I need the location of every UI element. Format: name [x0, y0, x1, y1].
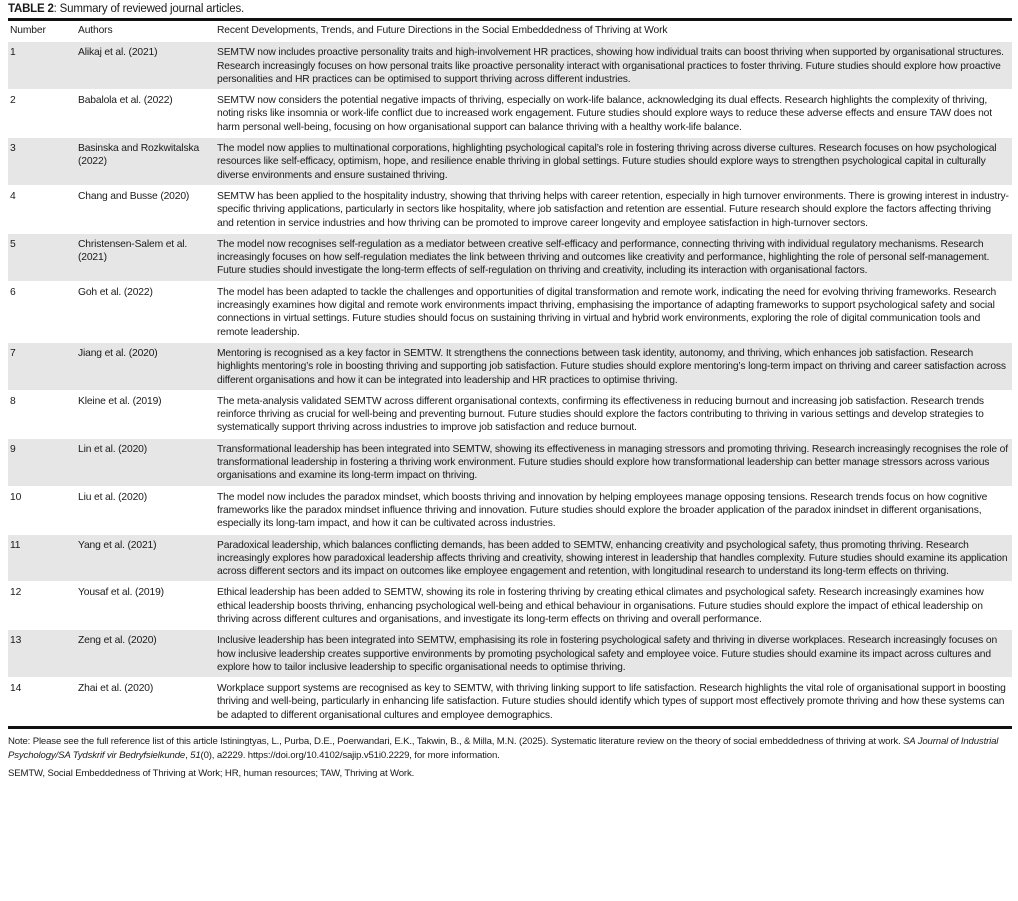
- table-row: [8, 534, 1012, 582]
- row-authors: Goh et al. (2022): [76, 281, 215, 342]
- row-authors: Yousaf et al. (2019): [76, 582, 215, 630]
- table-row: [8, 438, 1012, 486]
- row-description: The model now applies to multinational corporations, highlighting psychological capital’s role in fostering thriving across diverse cultures. Research focuses on how psychological resources like self-efficacy, optimism, hope, and resilience enable thriving in global settings. Future studies should explore ways to strengthen psychological capital in culturally diverse environments and ensure sustained thriving.: [215, 138, 1012, 186]
- note-volume: 51: [190, 750, 201, 762]
- row-authors: Christensen-Salem et al. (2021): [76, 233, 215, 281]
- row-number: 6: [8, 281, 76, 342]
- note-doi: (0), a2229. https://doi.org/10.4102/sajip.v51i0.2229, for more information.: [200, 750, 500, 762]
- table-row: [8, 630, 1012, 678]
- table-caption: [8, 3, 1012, 17]
- row-description: The model now recognises self-regulation as a mediator between creative self-efficacy and performance, connecting thriving with individual regulatory mechanisms. Research increasingly focuses on how self-regulation mediates the link between thriving and outcomes like creativity and performance, highlighting the role of personal self-management. Future studies should investigate the long-term effects of self-regulation on thriving and creativity, including its interaction with organisational factors.: [215, 233, 1012, 281]
- table-row: [8, 233, 1012, 281]
- row-authors: Kleine et al. (2019): [76, 390, 215, 438]
- table-row: [8, 486, 1012, 534]
- table-row: [8, 90, 1012, 138]
- row-number: 8: [8, 390, 76, 438]
- row-description: The model has been adapted to tackle the challenges and opportunities of digital transformation and remote work, indicating the need for evolving thriving frameworks. Research increasingly examines how digital and remote work environments impact thriving, emphasising the importance of adapting frameworks to support psychological safety and social connections in virtual settings. Future studies should focus on sustaining thriving in virtual and hybrid work environments, exploring the role of digital communication tools and remote leadership.: [215, 281, 1012, 342]
- row-authors: Zhai et al. (2020): [76, 678, 215, 725]
- row-authors: Lin et al. (2020): [76, 438, 215, 486]
- row-authors: Babalola et al. (2022): [76, 90, 215, 138]
- row-number: 13: [8, 630, 76, 678]
- row-authors: Liu et al. (2020): [76, 486, 215, 534]
- table-row: [8, 390, 1012, 438]
- row-number: 12: [8, 582, 76, 630]
- table-row: [8, 42, 1012, 90]
- table-row: [8, 281, 1012, 342]
- row-number: 5: [8, 233, 76, 281]
- row-description: The model now includes the paradox mindset, which boosts thriving and innovation by helping employees manage opposing tensions. Research trends focus on how cognitive frameworks like the paradox mindset influence thriving and innovation. Future studies should explore the broader application of the paradox inindset in different organisations, especially its long-tam impact, and how it can be cultivated across industries.: [215, 486, 1012, 534]
- table-row: [8, 678, 1012, 725]
- table-row: [8, 582, 1012, 630]
- row-authors: Jiang et al. (2020): [76, 342, 215, 390]
- table-row: [8, 342, 1012, 390]
- row-description: SEMTW has been applied to the hospitality industry, showing that thriving helps with career retention, especially in high turnover environments. There is growing interest in industry-specific thriving applications, particularly in sectors like hospitality, where job satisfaction and retention are essential. Future research should explore the factors affecting thriving and retention in service industries and how thriving can be promoted to improve career longevity and employee satisfaction in high-turnover sectors.: [215, 185, 1012, 233]
- row-authors: Yang et al. (2021): [76, 534, 215, 582]
- row-number: 11: [8, 534, 76, 582]
- row-number: 14: [8, 678, 76, 725]
- header-row: [8, 21, 1012, 42]
- row-description: Paradoxical leadership, which balances conflicting demands, has been added to SEMTW, enhancing creativity and psychological safety, thus promoting thriving. Research increasingly explores how paradoxical leadership affects thriving and creativity, showing interest in leadership that handles complexity. Future studies should examine its application across different sectors and its impact on outcomes like employee engagement and retention, with longitudinal research to understand its long-term effects on thriving.: [215, 534, 1012, 582]
- summary-table: [8, 21, 1012, 725]
- row-number: 1: [8, 42, 76, 90]
- bottom-rule: [8, 726, 1012, 729]
- table-note: [8, 735, 1012, 763]
- table-label: TABLE 2: [8, 3, 54, 15]
- note-separator: ,: [185, 750, 191, 762]
- abbreviations-note: SEMTW, Social Embeddedness of Thriving at Work; HR, human resources; TAW, Thriving at Work.: [8, 768, 415, 780]
- row-number: 3: [8, 138, 76, 186]
- table-row: [8, 138, 1012, 186]
- row-description: Transformational leadership has been integrated into SEMTW, showing its effectiveness in managing stressors and promoting thriving. Research increasingly recognises the role of transformational leadership in fostering a thriving work environment. Future studies should explore how transformational leadership can better manage stressors across various organisations and examine its long-term impact on thriving.: [215, 438, 1012, 486]
- row-number: 7: [8, 342, 76, 390]
- row-authors: Zeng et al. (2020): [76, 630, 215, 678]
- table-caption-text: : Summary of reviewed journal articles.: [53, 3, 244, 15]
- note-journal: SA Journal of Industrial Psychology/SA Tydskrif vir Bedryfsielkunde: [8, 736, 999, 762]
- row-number: 9: [8, 438, 76, 486]
- header-number: Number: [10, 25, 46, 36]
- row-description: Inclusive leadership has been integrated into SEMTW, emphasising its role in fostering psychological safety and thriving in diverse workplaces. Research increasingly focuses on how inclusive leadership creates supportive environments by promoting psychological safety and employee voice. Future studies should examine its impact across cultures and explore how to tailor inclusive leadership to specific organisational needs to optimise thriving.: [215, 630, 1012, 678]
- row-description: Mentoring is recognised as a key factor in SEMTW. It strengthens the connections between task identity, autonomy, and thriving, which enhances job satisfaction. Research highlights mentoring’s role in boosting thriving and supporting job satisfaction. Future studies should explore mentoring’s long-term impact on thriving and career satisfaction across different organisations and how it can be integrated into leadership and HR practices to optimise thriving.: [215, 342, 1012, 390]
- table-row: [8, 185, 1012, 233]
- row-description: SEMTW now includes proactive personality traits and high-involvement HR practices, showing how individual traits can boost thriving when supported by organisational structures. Research increasingly focuses on how personal traits like proactive personality interact with organisational practices to foster thriving. Future studies should explore how proactive personalities and HR practices can be optimised to support thriving across different industries.: [215, 42, 1012, 90]
- header-description: Recent Developments, Trends, and Future Directions in the Social Embeddedness of Thriving at Work: [217, 25, 668, 36]
- row-description: The meta-analysis validated SEMTW across different organisational contexts, confirming its effectiveness in reducing burnout and increasing job satisfaction. Research trends reinforce thriving as crucial for well-being and preventing burnout. Future studies should explore the factors contributing to thriving in various settings and develop strategies to systematically support thriving across industries to improve job satisfaction and reduce burnout.: [215, 390, 1012, 438]
- row-description: Ethical leadership has been added to SEMTW, showing its role in fostering thriving by creating ethical climates and psychological safety. Research increasingly examines how ethical leadership boosts thriving, enhancing psychological well-being and ethical behaviour in organisations. Future studies should explore the impact of ethical leadership on thriving across different cultures and organisations, and investigate its long-term effects on thriving and overall performance.: [215, 582, 1012, 630]
- row-description: SEMTW now considers the potential negative impacts of thriving, especially on work-life balance, acknowledging its dual effects. Research highlights the complexity of thriving, noting risks like insomnia or work-life conflict due to increased work engagement. Future studies should explore ways to reduce these adverse effects and ensure TAW does not harm personal well-being, focusing on how organisational support can balance thriving with a healthy work-life balance.: [215, 90, 1012, 138]
- row-authors: Basinska and Rozkwitalska (2022): [76, 138, 215, 186]
- row-description: Workplace support systems are recognised as key to SEMTW, with thriving linking support to life satisfaction. Research highlights the vital role of organisational support in boosting thriving and well-being, particularly in enhancing life satisfaction. Future studies should identify which types of support most effectively promote thriving and how these systems can be adapted to different organisational cultures and employee demographics.: [215, 678, 1012, 725]
- note-text: Note: Please see the full reference list of this article Istiningtyas, L., Purba, D.E., Poerwandari, E.K., Takwin, B., & Milla, M.N. (2025). Systematic literature review on the theory of social embeddedness of thriving at work.: [8, 736, 904, 748]
- row-number: 10: [8, 486, 76, 534]
- row-number: 2: [8, 90, 76, 138]
- row-authors: Chang and Busse (2020): [76, 185, 215, 233]
- row-number: 4: [8, 185, 76, 233]
- row-authors: Alikaj et al. (2021): [76, 42, 215, 90]
- table-container: [8, 0, 1012, 781]
- header-authors: Authors: [78, 25, 113, 36]
